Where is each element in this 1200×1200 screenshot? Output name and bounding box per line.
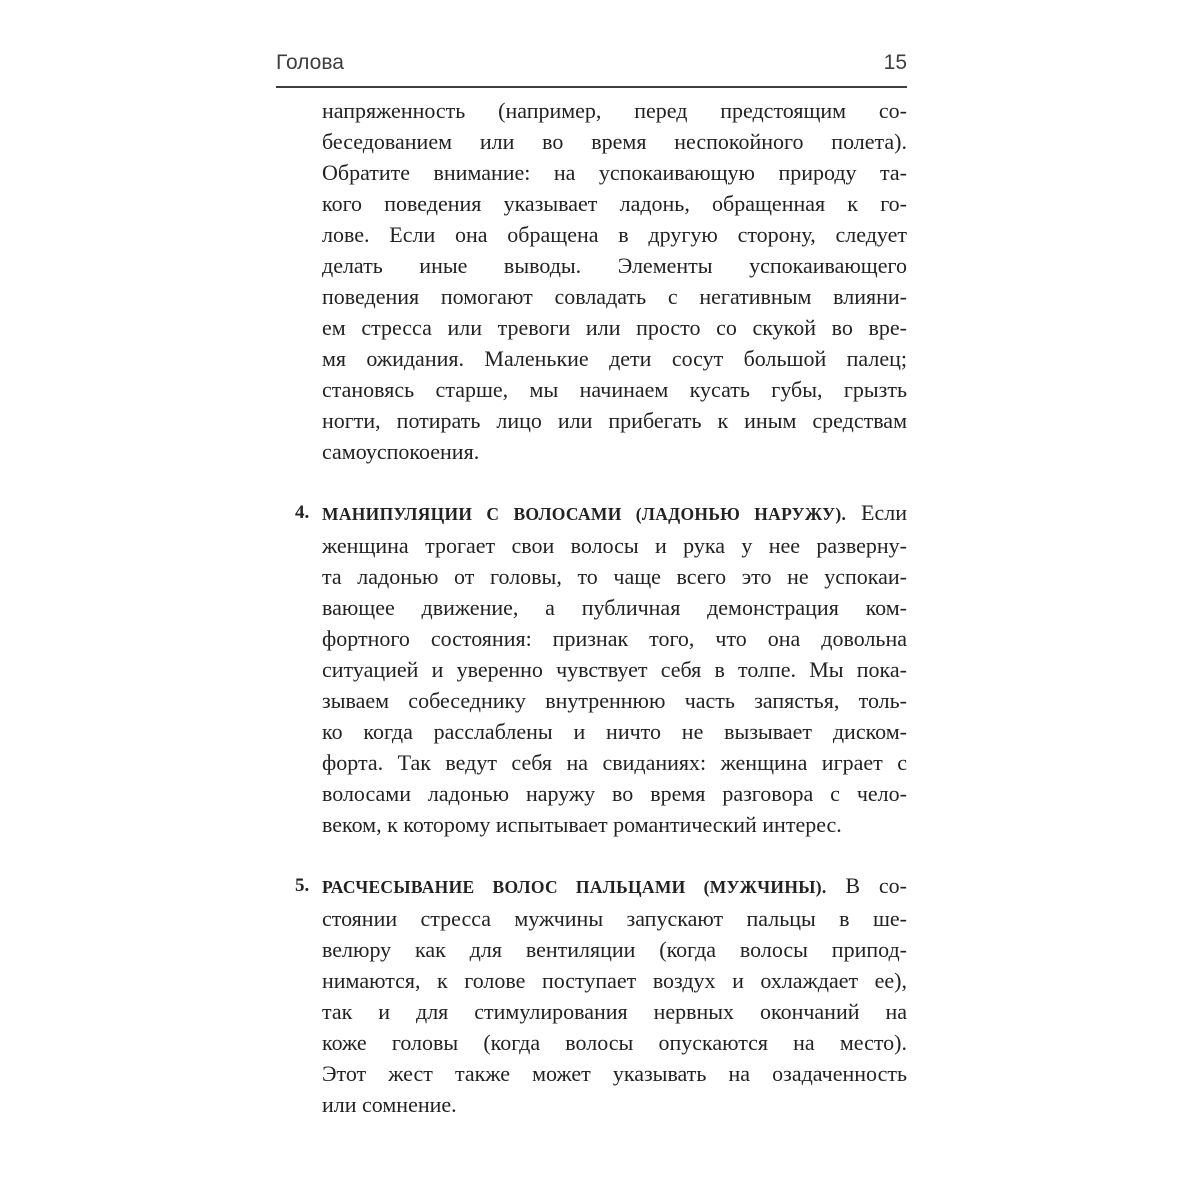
text-line: нимаются, к голове поступает воздух и охлаждает ее), [322,968,907,993]
text-line: кого поведения указывает ладонь, обращенная к го- [322,191,907,216]
item-number: 4. [295,502,310,523]
text-line: зываем собеседнику внутреннюю часть запястья, толь- [322,688,907,713]
text-line: вающее движение, а публичная демонстрация ком- [322,595,907,620]
text-line: так и для стимулирования нервных окончаний на [322,999,907,1024]
text-line: форта. Так ведут себя на свиданиях: женщина играет с [322,750,907,775]
text-line: делать иные выводы. Элементы успокаивающего [322,253,907,278]
text-line: лове. Если она обращена в другую сторону, следует [322,222,907,247]
text-line: Обратите внимание: на успокаивающую природу та- [322,160,907,185]
chapter-title: Голова [276,51,344,74]
text-line: та ладонью от головы, то чаще всего это не успокаи- [322,564,907,589]
text-line: ситуацией и уверенно чувствует себя в толпе. Мы пока- [322,657,907,682]
text-line: волосами ладонью наружу во время разговора с чело- [322,781,907,806]
page-body [295,88,907,1120]
text-line: самоуспокоения. [322,439,480,464]
text-line: напряженность (например, перед предстоящим со- [322,98,907,123]
text-line: стоянии стресса мужчины запускают пальцы в ше- [322,906,907,931]
item-text [322,497,907,840]
text-line: ко когда расслаблены и ничто не вызывает диском- [322,719,907,744]
text-line: велюру как для вентиляции (когда волосы припод- [322,937,907,962]
text-line: Этот жест также может указывать на озадаченность [322,1061,907,1086]
text-line: поведения помогают совладать с негативным влияни- [322,284,907,309]
text-line: коже головы (когда волосы опускаются на место). [322,1030,907,1055]
text-line: фортного состояния: признак того, что она довольна [322,626,907,651]
item-heading: МАНИПУЛЯЦИИ С ВОЛОСАМИ (ЛАДОНЬЮ НАРУЖУ). [322,504,847,524]
text-line: МАНИПУЛЯЦИИ С ВОЛОСАМИ (ЛАДОНЬЮ НАРУЖУ). Если [322,500,907,525]
item-heading: РАСЧЕСЫВАНИЕ ВОЛОС ПАЛЬЦАМИ (МУЖЧИНЫ). [322,877,827,897]
text-line: ногти, потирать лицо или прибегать к иным средствам [322,408,907,433]
paragraph-continuation [322,95,907,467]
text-line: или сомнение. [322,1092,457,1117]
page-number: 15 [883,51,907,74]
item-number: 5. [295,875,310,896]
numbered-item-4 [295,497,907,840]
text-line: становясь старше, мы начинаем кусать губы, грызть [322,377,907,402]
book-page [276,52,907,1120]
text-line: мя ожидания. Маленькие дети сосут большой палец; [322,346,907,371]
text-line: веком, к которому испытывает романтический интерес. [322,812,842,837]
item-text [322,870,907,1120]
text-line: женщина трогает свои волосы и рука у нее разверну- [322,533,907,558]
text-line: беседованием или во время неспокойного полета). [322,129,907,154]
text-line: РАСЧЕСЫВАНИЕ ВОЛОС ПАЛЬЦАМИ (МУЖЧИНЫ). В со- [322,873,907,898]
numbered-item-5 [295,870,907,1120]
text-line: ем стресса или тревоги или просто со скукой во вре- [322,315,907,340]
running-header [276,52,907,88]
